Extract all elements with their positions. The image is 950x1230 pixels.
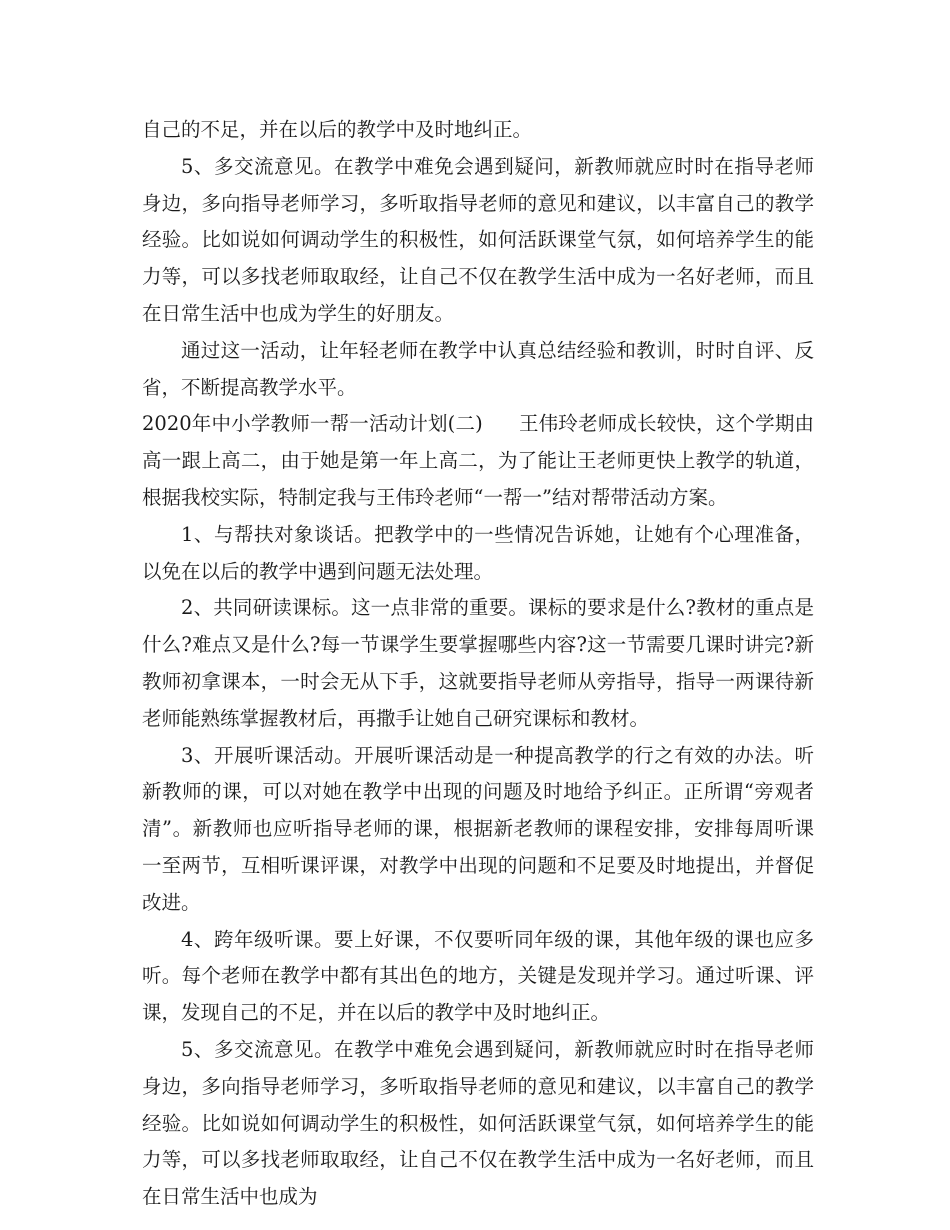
section-heading-paragraph [142, 406, 814, 516]
paragraph-continuation: 自己的不足，并在以后的教学中及时地纠正。 [142, 118, 533, 141]
paragraph-item-2: 2、共同研读课标。这一点非常的重要。课标的要求是什么?教材的重点是什么?难点又是什么?每一节课学生要掌握哪些内容?这一节需要几课时讲完?新教师初拿课本，一时会无从下手，这就要指导老师从旁指导，指导一两课待新老师能熟练掌握教材后，再撒手让她自己研究课标和教材。 [142, 596, 814, 730]
document-body [142, 112, 814, 1216]
paragraph-item-3: 3、开展听课活动。开展听课活动是一种提高教学的行之有效的办法。听新教师的课，可以对她在教学中出现的问题及时地给予纠正。正所谓“旁观者清”。新教师也应听指导老师的课，根据新老教师的课程安排，安排每周听课一至两节，互相听课评课，对教学中出现的问题和不足要及时地提出，并督促改进。 [142, 743, 814, 914]
paragraph-item-5: 5、多交流意见。在教学中难免会遇到疑问，新教师就应时时在指导老师身边，多向指导老师学习，多听取指导老师的意见和建议，以丰富自己的教学经验。比如说如何调动学生的积极性，如何活跃课堂气氛，如何培养学生的能力等，可以多找老师取取经，让自己不仅在教学生活中成为一名好老师，而且在日常生活中也成为学生的好朋友。 [142, 154, 814, 325]
paragraph-item-4: 4、跨年级听课。要上好课，不仅要听同年级的课，其他年级的课也应多听。每个老师在教学中都有其出色的地方，关键是发现并学习。通过听课、评课，发现自己的不足，并在以后的教学中及时地纠正。 [142, 927, 814, 1025]
paragraph-summary: 通过这一活动，让年轻老师在教学中认真总结经验和教训，时时自评、反省，不断提高教学水平。 [142, 338, 814, 399]
paragraph-item-5-repeat: 5、多交流意见。在教学中难免会遇到疑问，新教师就应时时在指导老师身边，多向指导老师学习，多听取指导老师的意见和建议，以丰富自己的教学经验。比如说如何调动学生的积极性，如何活跃课堂气氛，如何培养学生的能力等，可以多找老师取取经，让自己不仅在教学生活中成为一名好老师，而且在日常生活中也成为 [142, 1037, 814, 1209]
section-intro: 王伟玲老师成长较快，这个学期由高一跟上高二，由于她是第一年上高二，为了能让王老师更快上教学的轨道，根据我校实际，特制定我与王伟玲老师“一帮一”结对帮带活动方案。 [142, 412, 814, 509]
paragraph-item-1: 1、与帮扶对象谈话。把教学中的一些情况告诉她，让她有个心理准备，以免在以后的教学中遇到问题无法处理。 [142, 522, 814, 583]
section-title: 2020年中小学教师一帮一活动计划(二) [142, 412, 483, 436]
